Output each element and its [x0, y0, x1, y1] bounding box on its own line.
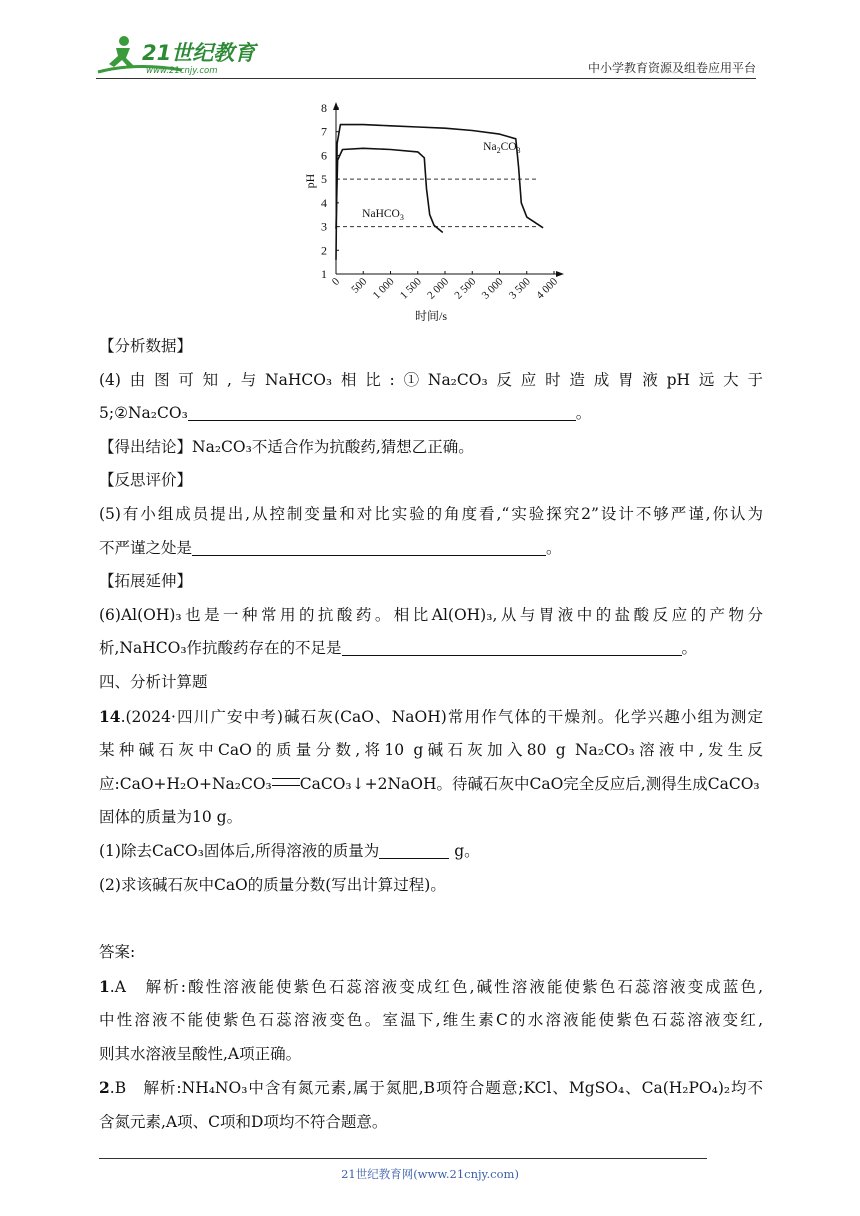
question-4-prefix: 5;②Na₂CO₃ — [99, 404, 188, 423]
header-rule — [96, 78, 756, 79]
x-tick-label: 1 000 — [370, 275, 397, 302]
x-tick-label: 2 500 — [452, 275, 479, 302]
logo-text: 21世纪教育 — [142, 41, 256, 65]
page-header — [96, 34, 756, 78]
conclusion-line — [99, 431, 763, 465]
y-tick-label: 4 — [321, 195, 327, 210]
question-5-line2 — [99, 532, 763, 566]
y-axis-label: pH — [303, 173, 317, 189]
logo-url: www.21cnjy.com — [146, 66, 218, 76]
question-14-part1-text: (1)除去CaCO₃固体后,所得溶液的质量为 — [99, 841, 380, 860]
question-14-text1: .(2024·四川广安中考)碱石灰(CaO、NaOH)常用作气体的干燥剂。化学兴趣小组为测定 — [120, 707, 763, 726]
question-4-end: 。 — [575, 404, 592, 423]
answers-label: 答案: — [99, 943, 136, 962]
question-4-line2 — [99, 397, 763, 431]
series-label-na2co3: $Na_2CO_3$ — [483, 141, 521, 155]
question-14-line3 — [99, 768, 763, 802]
answer-1-line3: 则其水溶液呈酸性,A项正确。 — [99, 1044, 302, 1063]
y-tick-label: 5 — [321, 172, 327, 187]
question-14-part2: (2)求该碱石灰中CaO的质量分数(写出计算过程)。 — [99, 875, 446, 894]
question-14-line4: 固体的质量为10 g。 — [99, 808, 243, 827]
x-tick-label: 2 000 — [425, 275, 452, 302]
x-tick-label: 1 500 — [397, 275, 424, 302]
question-6-prefix: 析,NaHCO₃作抗酸药存在的不足是 — [99, 639, 342, 658]
answer-2-text1: .B 解析:NH₄NO₃中含有氮元素,属于氮肥,B项符合题意;KCl、MgSO₄、Ca(H₂PO₄)₂均不 — [109, 1079, 763, 1098]
y-tick-label: 3 — [321, 219, 327, 234]
answer-1-number: 1 — [99, 976, 110, 996]
equation-left: 应:CaO+H₂O+Na₂CO₃ — [99, 774, 272, 793]
footer-rule — [99, 1158, 707, 1159]
question-14-line1 — [99, 700, 763, 735]
question-4-line1: (4)由图可知,与NaHCO₃相比:①Na₂CO₃反应时造成胃液pH远大于 — [99, 370, 763, 389]
answer-blank-6[interactable] — [342, 635, 682, 656]
question-14-part1-end: g。 — [449, 841, 480, 860]
question-5-prefix: 不严谨之处是 — [99, 538, 193, 557]
answer-blank-5[interactable] — [192, 535, 546, 556]
equation-equals-sign — [272, 778, 300, 786]
x-tick-label: 4 000 — [534, 275, 561, 302]
x-tick-label: 3 500 — [506, 275, 533, 302]
question-5-end: 。 — [546, 538, 562, 557]
question-14-part1 — [99, 835, 763, 869]
heading-analyze: 【分析数据】 — [99, 337, 193, 355]
answer-blank-4[interactable] — [188, 400, 576, 421]
page-footer: 21世纪教育网(www.21cnjy.com) — [341, 1167, 519, 1181]
answer-blank-14-1[interactable] — [379, 838, 449, 859]
conclusion-tag: 【得出结论】 — [99, 437, 193, 456]
question-6-line2 — [99, 632, 763, 666]
question-6-end: 。 — [681, 639, 698, 658]
y-tick-label: 2 — [321, 243, 327, 258]
worksheet-content — [99, 330, 763, 1140]
question-5-line1: (5)有小组成员提出,从控制变量和对比实验的角度看,“实验探究2”设计不够严谨,你认为 — [99, 504, 763, 523]
answer-1-text1: .A 解析:酸性溶液能使紫色石蕊溶液变成红色,碱性溶液能使紫色石蕊溶液变成蓝色, — [109, 977, 763, 996]
answer-1-line2: 中性溶液不能使紫色石蕊溶液变色。室温下,维生素C的水溶液能使紫色石蕊溶液变红, — [99, 1011, 763, 1030]
question-14-number: 14 — [99, 706, 121, 726]
question-14-line2: 某种碱石灰中CaO的质量分数,将10 g碱石灰加入80 g Na₂CO₃溶液中,发生反 — [99, 741, 763, 760]
conclusion-text: Na₂CO₃不适合作为抗酸药,猜想乙正确。 — [192, 437, 474, 456]
y-tick-label: 7 — [321, 124, 327, 139]
answer-2-line2: 含氮元素,A项、C项和D项均不符合题意。 — [99, 1113, 388, 1132]
y-tick-label: 8 — [321, 101, 327, 115]
section-4-heading: 四、分析计算题 — [99, 672, 208, 691]
heading-extend: 【拓展延伸】 — [99, 572, 193, 591]
x-axis-label: 时间/s — [414, 309, 448, 323]
y-axis-arrow — [333, 102, 339, 110]
answer-1-line1 — [99, 970, 763, 1005]
equation-right: CaCO₃↓+2NaOH。待碱石灰中CaO完全反应后,测得生成CaCO₃ — [299, 774, 760, 793]
ph-time-chart — [296, 98, 566, 328]
platform-label: 中小学教育资源及组卷应用平台 — [587, 61, 756, 75]
y-tick-label: 6 — [321, 148, 327, 163]
x-tick-label: 0 — [329, 275, 343, 289]
heading-reflect: 【反思评价】 — [99, 471, 193, 490]
x-tick-label: 3 000 — [479, 275, 506, 302]
logo — [96, 34, 266, 76]
question-6-line1: (6)Al(OH)₃也是一种常用的抗酸药。相比Al(OH)₃,从与胃液中的盐酸反应的产物分 — [99, 605, 763, 624]
x-axis-arrow — [556, 271, 564, 277]
answer-2-number: 2 — [99, 1078, 110, 1098]
answer-2-line1 — [99, 1071, 763, 1106]
series-label-nahco3: NaHCO$_3$ — [362, 208, 404, 222]
y-tick-label: 1 — [321, 267, 327, 281]
x-tick-label: 500 — [349, 275, 370, 296]
